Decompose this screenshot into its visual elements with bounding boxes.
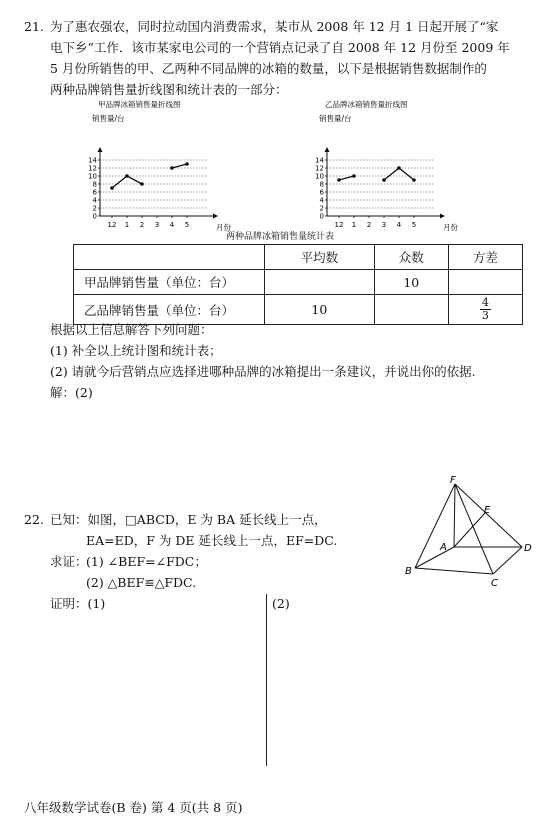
data-point bbox=[412, 178, 416, 182]
cell-mean-a bbox=[265, 270, 375, 295]
point-label-a: A bbox=[440, 542, 447, 553]
y-axis-arrow bbox=[98, 147, 103, 152]
y-tick-label: 14 bbox=[315, 156, 324, 165]
point-label-d: D bbox=[524, 543, 532, 554]
row-label-b: 乙品牌销售量（单位：台） bbox=[74, 295, 265, 325]
x-axis-label: 月份 bbox=[443, 223, 458, 232]
proof-label-1: 证明：(1) bbox=[50, 596, 106, 611]
y-tick-label: 12 bbox=[88, 164, 97, 173]
y-tick-label: 14 bbox=[88, 156, 97, 165]
segment-ae bbox=[454, 484, 455, 547]
header-variance: 方差 bbox=[448, 245, 522, 270]
brand-a-line-chart bbox=[78, 98, 238, 233]
x-axis-label: 月份 bbox=[216, 223, 231, 232]
x-tick-label: 4 bbox=[396, 221, 402, 229]
sub-question-2: (2) 请就今后营销点应选择进哪种品牌的冰箱提出一条建议，并说出你的依据. bbox=[50, 364, 476, 379]
x-tick-label: 2 bbox=[139, 221, 145, 229]
header-empty bbox=[74, 245, 265, 270]
segment-ba bbox=[415, 547, 454, 568]
cell-mode-a: 10 bbox=[374, 270, 448, 295]
data-point bbox=[337, 178, 341, 182]
variance-fraction bbox=[480, 297, 491, 322]
page-footer: 八年级数学试卷(B 卷) 第 4 页(共 8 页) bbox=[24, 800, 243, 815]
y-tick-label: 10 bbox=[88, 172, 97, 181]
data-point bbox=[397, 166, 401, 170]
data-point bbox=[125, 174, 129, 178]
y-tick-label: 6 bbox=[92, 188, 97, 197]
question-21-line-4: 两种品牌销售量折线图和统计表的一部分： bbox=[50, 82, 288, 97]
answer-label: 解：(2) bbox=[50, 385, 93, 400]
y-tick-label: 0 bbox=[92, 212, 97, 221]
x-tick-label: 3 bbox=[154, 221, 160, 229]
geometry-figure bbox=[400, 475, 540, 590]
proof-divider bbox=[266, 594, 267, 766]
cell-mean-b: 10 bbox=[265, 295, 375, 325]
question-22-line-1: 已知：如图，□ABCD，E 为 BA 延长线上一点， bbox=[50, 512, 327, 527]
prove-item-2: (2) △BEF≌△FDC. bbox=[86, 575, 197, 590]
y-tick-label: 4 bbox=[319, 196, 324, 205]
y-tick-label: 4 bbox=[92, 196, 97, 205]
cell-variance-a bbox=[448, 270, 522, 295]
data-point bbox=[382, 178, 386, 182]
x-tick-label: 5 bbox=[411, 221, 417, 229]
y-tick-label: 10 bbox=[315, 172, 324, 181]
question-22-line-2: EA=ED，F 为 DE 延长线上一点，EF=DC. bbox=[86, 533, 338, 548]
series-line bbox=[172, 164, 187, 168]
segment-bc bbox=[415, 568, 493, 574]
x-tick-label: 1 bbox=[351, 221, 357, 229]
y-axis-label: 销售量/台 bbox=[92, 114, 125, 123]
sub-question-1: (1) 补全以上统计图和统计表； bbox=[50, 343, 222, 358]
header-mode: 众数 bbox=[374, 245, 448, 270]
fraction-numerator: 4 bbox=[481, 296, 489, 309]
x-axis-arrow bbox=[213, 214, 218, 219]
fraction-denominator: 3 bbox=[481, 309, 489, 322]
question-21-line-1: 为了惠农强农，同时拉动国内消费需求，某市从 2008 年 12 月 1 日起开展了“家 bbox=[50, 19, 499, 34]
question-21-number: 21. bbox=[24, 19, 44, 34]
table-title: 两种品牌冰箱销售量统计表 bbox=[226, 232, 335, 242]
point-label-c: C bbox=[491, 578, 498, 589]
prove-label: 求证： bbox=[50, 554, 88, 569]
point-label-f: F bbox=[450, 475, 456, 486]
instructions-intro: 根据以上信息解答下列问题： bbox=[50, 322, 213, 337]
point-label-e: E bbox=[484, 505, 491, 516]
x-tick-label: 12 bbox=[107, 221, 117, 229]
cell-mode-b bbox=[374, 295, 448, 325]
segment-bf bbox=[415, 484, 455, 568]
cell-variance-b bbox=[448, 295, 522, 325]
x-tick-label: 5 bbox=[184, 221, 190, 229]
table-row bbox=[74, 270, 523, 295]
chart-title: 乙品牌冰箱销售量折线图 bbox=[325, 100, 408, 109]
table-header-row bbox=[74, 245, 523, 270]
y-tick-label: 2 bbox=[92, 204, 97, 213]
x-tick-label: 2 bbox=[366, 221, 372, 229]
point-label-b: B bbox=[405, 566, 412, 577]
data-point bbox=[140, 182, 144, 186]
segment-cd bbox=[493, 547, 522, 574]
y-tick-label: 0 bbox=[319, 212, 324, 221]
header-mean: 平均数 bbox=[265, 245, 375, 270]
series-line bbox=[112, 176, 142, 188]
y-tick-label: 2 bbox=[319, 204, 324, 213]
y-axis-label: 销售量/台 bbox=[319, 114, 352, 123]
brand-b-line-chart bbox=[305, 98, 465, 233]
series-line bbox=[339, 176, 354, 180]
y-tick-label: 8 bbox=[319, 180, 324, 189]
chart-title: 甲品牌冰箱销售量折线图 bbox=[98, 100, 181, 109]
y-tick-label: 8 bbox=[92, 180, 97, 189]
table-row bbox=[74, 295, 523, 325]
segment-fc bbox=[455, 484, 493, 574]
x-tick-label: 12 bbox=[334, 221, 344, 229]
series-line bbox=[384, 168, 414, 180]
y-tick-label: 12 bbox=[315, 164, 324, 173]
stats-table bbox=[73, 244, 523, 325]
x-tick-label: 3 bbox=[381, 221, 387, 229]
question-22-number: 22. bbox=[24, 512, 44, 527]
data-point bbox=[352, 174, 356, 178]
prove-item-1: (1) ∠BEF=∠FDC； bbox=[86, 554, 207, 569]
y-axis-arrow bbox=[325, 147, 330, 152]
proof-label-2: (2) bbox=[272, 596, 290, 611]
question-21-line-2: 电下乡”工作．该市某家电公司的一个营销点记录了自 2008 年 12 月份至 2009 年 bbox=[50, 40, 510, 55]
y-tick-label: 6 bbox=[319, 188, 324, 197]
data-point bbox=[170, 166, 174, 170]
x-tick-label: 4 bbox=[169, 221, 175, 229]
row-label-a: 甲品牌销售量（单位：台） bbox=[74, 270, 265, 295]
data-point bbox=[185, 162, 189, 166]
data-point bbox=[110, 186, 114, 190]
question-21-line-3: 5 月份所销售的甲、乙两种不同品牌的冰箱的数量，以下是根据销售数据制作的 bbox=[50, 61, 487, 76]
x-tick-label: 1 bbox=[124, 221, 130, 229]
x-axis-arrow bbox=[440, 214, 445, 219]
